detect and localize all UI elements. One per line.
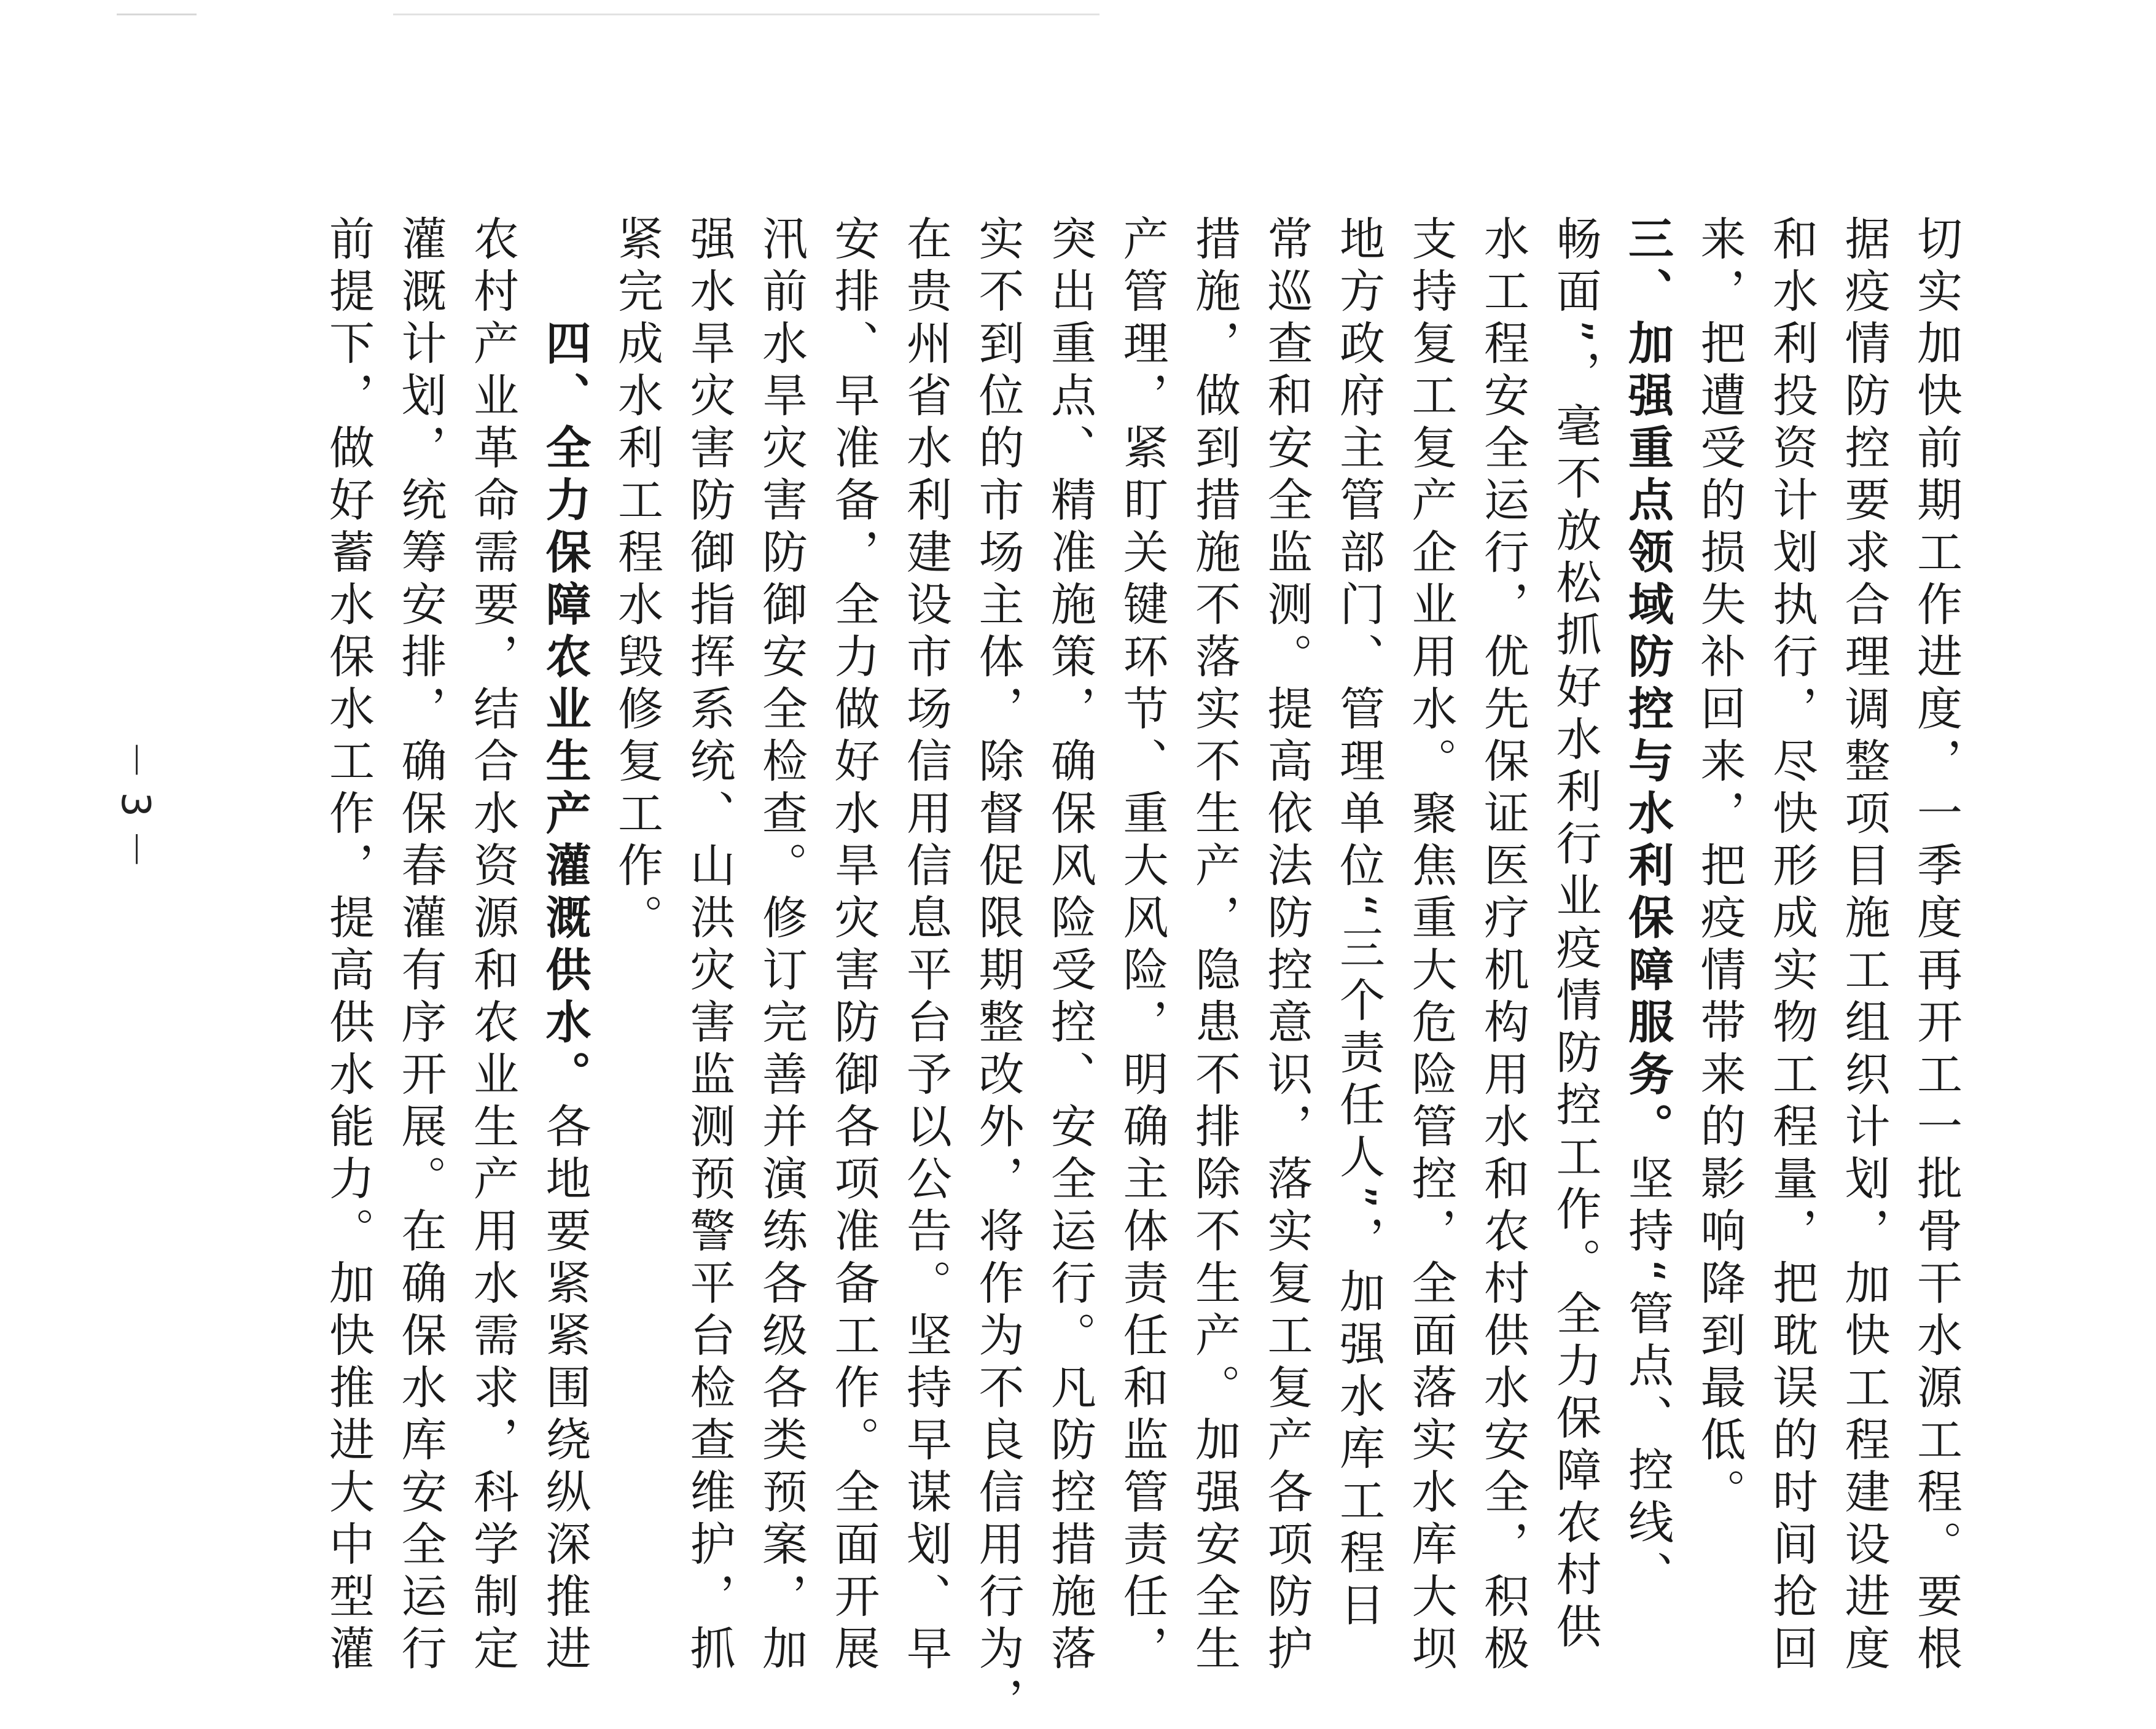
section-heading: 四、全力保障农业生产灌溉供水。 [538,215,592,1103]
text-line: 汛前水旱灾害防御安全检查。修订完善并演练各级各类预案，加 [755,215,808,1677]
text-line: 据疫情防控要求合理调整项目施工组织计划，加快工程建设进度 [1837,215,1891,1677]
scan-edge-mark [117,14,197,15]
text-line: 灌溉计划，统筹安排，确保春灌有序开展。在确保水库安全运行 [394,215,447,1677]
text-line: 在贵州省水利建设市场信用信息平台予以公告。坚持早谋划、早 [899,215,952,1677]
text-line: 安排、早准备，全力做好水旱灾害防御各项准备工作。全面开展 [827,215,880,1677]
text-line [1611,215,1684,1603]
text-line: 产管理，紧盯关键环节、重大风险，明确主体责任和监管责任， [1115,215,1169,1677]
text-line: 地方政府主管部门、管理单位“三个责任人”，加强水库工程日 [1332,215,1385,1633]
text-line: 农村产业革命需要，结合水资源和农业生产用水需求，科学制定 [466,215,519,1677]
text-run: 各地要紧紧围绕纵深推进 [538,1103,592,1677]
text-line: 来，把遭受的损失补回来，把疫情带来的影响降到最低。 [1693,215,1746,1520]
text-line: 强水旱灾害防御指挥系统、山洪灾害监测预警平台检查维护，抓 [682,215,736,1677]
text-line: 畅面”，毫不放松抓好水利行业疫情防控工作。全力保障农村供 [1549,215,1602,1655]
scan-edge-mark [393,14,1099,15]
text-line: 紧完成水利工程水毁修复工作。 [611,215,663,946]
body-text [312,215,1972,1729]
page-number: － 3 － [112,740,158,869]
text-line: 措施，做到措施不落实不生产，隐患不排除不生产。加强安全生 [1188,215,1241,1677]
text-line: 切实加快前期工作进度，一季度再开工一批骨干水源工程。要根 [1910,215,1963,1677]
text-line: 和水利投资计划执行，尽快形成实物工程量，把耽误的时间抢回 [1765,215,1818,1677]
text-line: 实不到位的市场主体，除督促限期整改外，将作为不良信用行为， [971,215,1025,1729]
text-line: 支持复工复产企业用水。聚焦重大危险管控，全面落实水库大坝 [1404,215,1458,1677]
text-line: 突出重点、精准施策，确保风险受控、安全运行。凡防控措施落 [1044,215,1096,1677]
text-line: 前提下，做好蓄水保水工作，提高供水能力。加快推进大中型灌 [322,215,375,1677]
text-line [528,215,601,1677]
section-heading: 三、加强重点领域防控与水利保障服务。 [1621,215,1674,1155]
text-line: 水工程安全运行，优先保证医疗机构用水和农村供水安全，积极 [1477,215,1529,1677]
text-line: 常巡查和安全监测。提高依法防控意识，落实复工复产各项防护 [1260,215,1313,1677]
text-run: 坚持“管点、控线、 [1621,1155,1674,1603]
